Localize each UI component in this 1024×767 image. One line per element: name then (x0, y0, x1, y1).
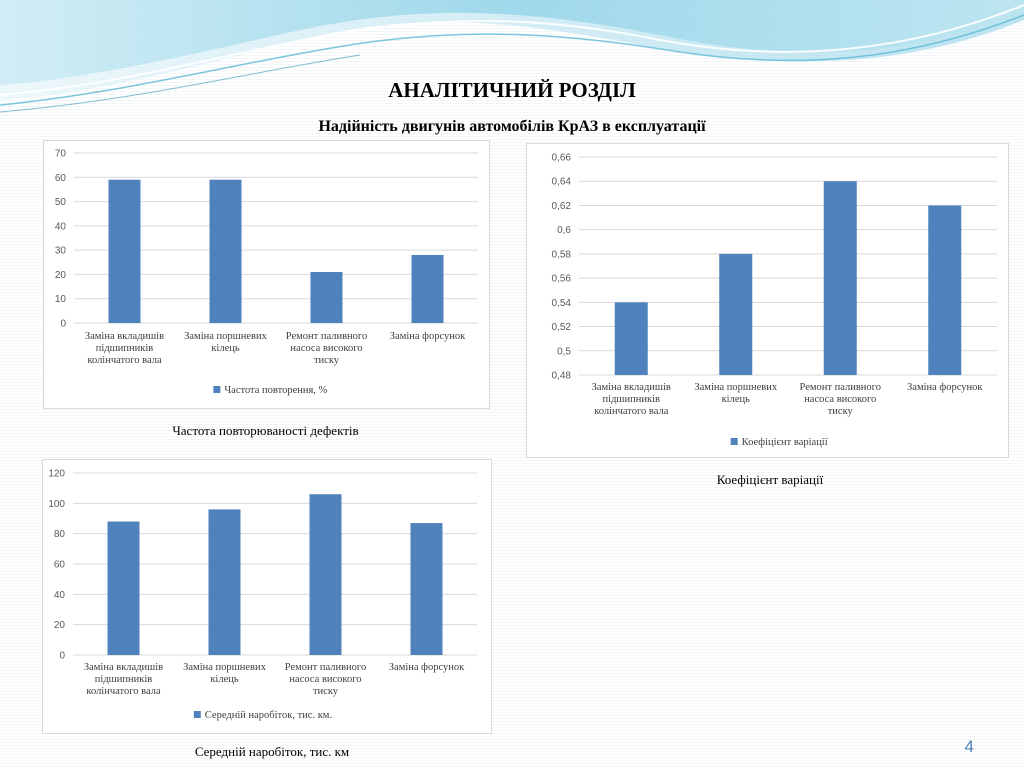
category-label: Заміна форсунок (389, 331, 466, 342)
y-tick-label: 0,56 (551, 273, 571, 285)
chart-defect-frequency (44, 141, 489, 408)
y-tick-label: 40 (54, 221, 66, 233)
bar (108, 522, 140, 655)
y-tick-label: 100 (48, 498, 65, 510)
bar (719, 254, 752, 375)
y-tick-label: 50 (54, 197, 66, 209)
category-label: Заміна поршневих кілець (184, 331, 267, 354)
y-tick-label: 80 (53, 529, 65, 541)
legend-swatch (731, 438, 738, 445)
y-tick-label: 0,58 (551, 249, 571, 261)
category-label: Заміна поршневих кілець (183, 662, 266, 685)
y-tick-label: 10 (54, 294, 66, 306)
category-label: Заміна вкладишів підшипників колінчатого вала (591, 382, 671, 417)
y-tick-label: 40 (53, 589, 65, 601)
y-tick-label: 60 (53, 559, 65, 571)
legend-swatch (194, 711, 201, 718)
y-tick-label: 20 (54, 269, 66, 281)
bar (928, 205, 961, 375)
legend-label: Середній наробіток, тис. км. (204, 710, 333, 721)
category-label: Заміна поршневих кілець (694, 382, 778, 405)
chart-variation-coefficient (527, 144, 1008, 457)
slide-subtitle: Надійність двигунів автомобілів КрАЗ в експлуатації (318, 118, 706, 135)
bar (209, 509, 241, 655)
bar (311, 272, 343, 323)
category-label: Ремонт паливного насоса високого тиску (799, 382, 881, 417)
chart-caption-variation-coefficient: Коефіцієнт варіації (716, 472, 824, 487)
bar (411, 523, 443, 655)
bar (824, 181, 857, 375)
bar (109, 180, 141, 323)
bar (615, 302, 648, 375)
y-tick-label: 0,66 (551, 152, 571, 164)
legend-swatch (213, 386, 220, 393)
slide-title: АНАЛІТИЧНИЙ РОЗДІЛ (388, 78, 636, 102)
category-label: Заміна вкладишів підшипників колінчатого вала (84, 331, 165, 366)
y-tick-label: 0,62 (551, 200, 571, 212)
legend-label: Коефіцієнт варіації (741, 437, 828, 448)
y-tick-label: 20 (53, 620, 65, 632)
chart-caption-mean-mileage: Середній наробіток, тис. км (194, 744, 350, 759)
bar (412, 255, 444, 323)
chart-panel-defect-frequency (43, 140, 490, 409)
category-label: Ремонт паливного насоса високого тиску (285, 331, 368, 366)
y-tick-label: 0,5 (557, 346, 571, 358)
y-tick-label: 120 (48, 468, 65, 480)
y-tick-label: 70 (54, 148, 66, 160)
page-number: 4 (964, 737, 974, 756)
chart-panel-mean-mileage (42, 459, 492, 734)
y-tick-label: 0,54 (551, 297, 571, 309)
category-label: Заміна вкладишів підшипників колінчатого вала (83, 662, 164, 697)
y-tick-label: 0 (60, 318, 66, 330)
y-tick-label: 0,64 (551, 176, 571, 188)
chart-mean-mileage (43, 460, 491, 733)
y-tick-label: 60 (54, 172, 66, 184)
legend-label: Частота повторення, % (224, 385, 328, 396)
y-tick-label: 0 (59, 650, 65, 662)
category-label: Заміна форсунок (388, 662, 465, 673)
chart-caption-defect-frequency: Частота повторюваності дефектів (172, 423, 359, 438)
y-tick-label: 0,52 (551, 322, 571, 334)
y-tick-label: 0,6 (557, 225, 571, 237)
category-label: Ремонт паливного насоса високого тиску (284, 662, 367, 697)
bar (310, 494, 342, 655)
y-tick-label: 0,48 (551, 370, 571, 382)
bar (210, 180, 242, 323)
chart-panel-variation-coefficient (526, 143, 1009, 458)
y-tick-label: 30 (54, 245, 66, 257)
category-label: Заміна форсунок (907, 382, 983, 393)
